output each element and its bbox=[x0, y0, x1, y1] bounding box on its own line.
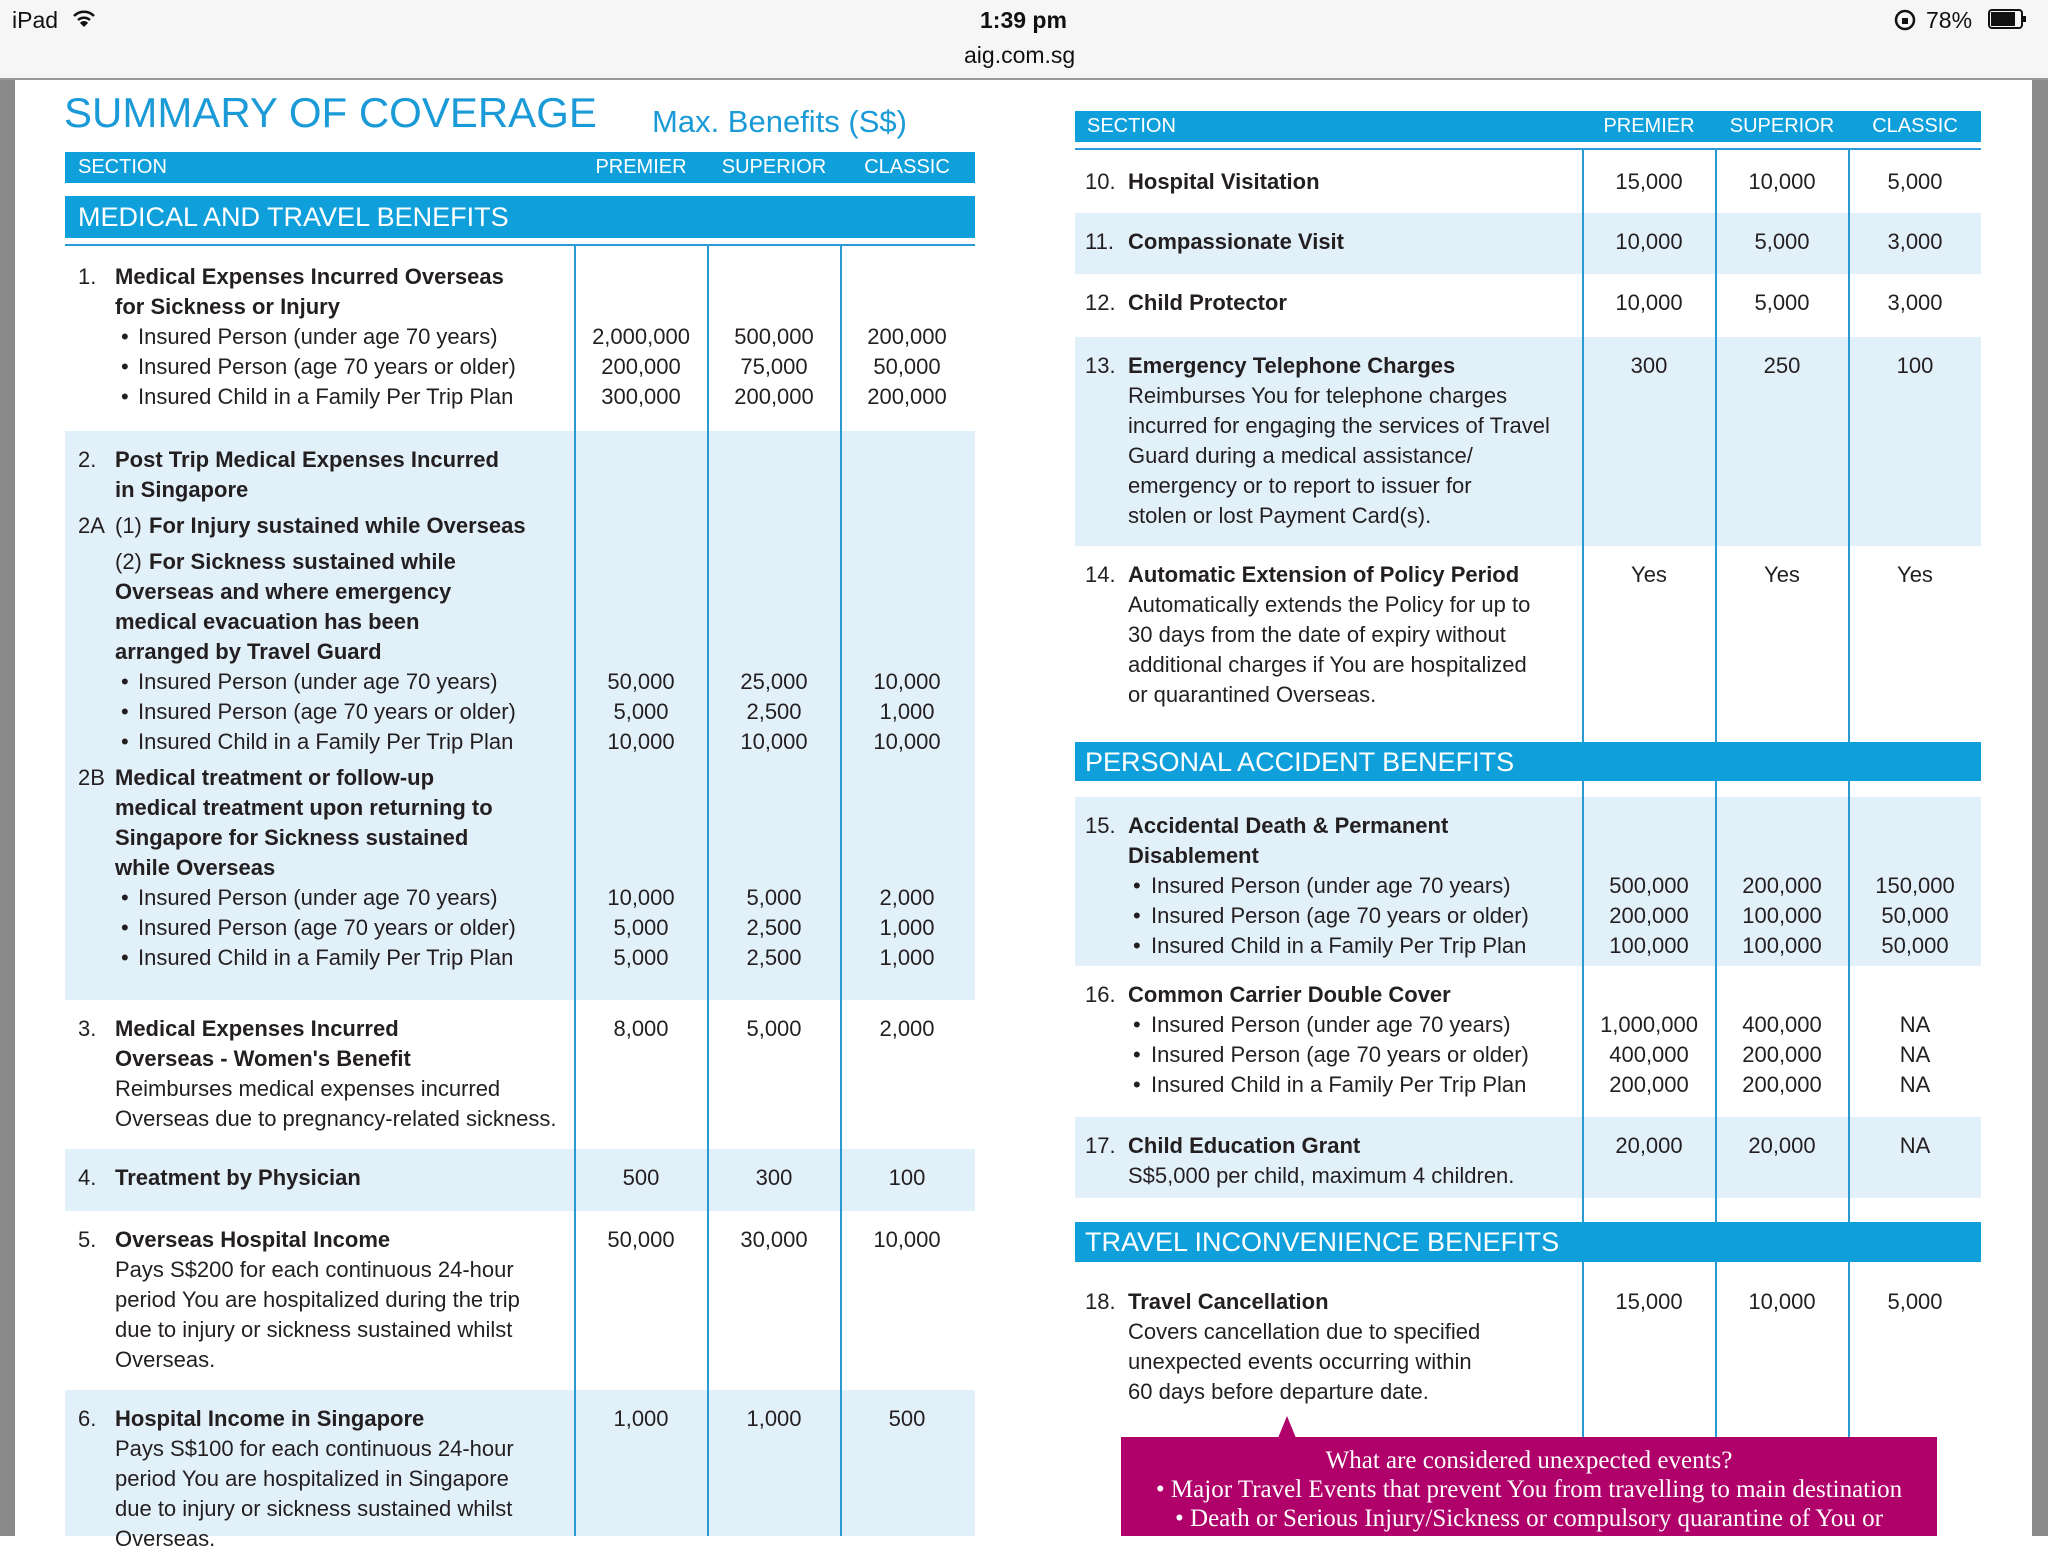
superior-value: 2,500 bbox=[746, 915, 802, 940]
superior-value: 2,500 bbox=[746, 699, 802, 724]
benefit-title-text: Singapore for Sickness sustained bbox=[115, 825, 469, 850]
classic-value: 50,000 bbox=[873, 354, 941, 379]
premier-value: 8,000 bbox=[613, 1016, 669, 1041]
benefit-title-text: Overseas - Women's Benefit bbox=[115, 1046, 411, 1071]
superior-value: 1,000 bbox=[746, 1406, 802, 1431]
classic-value: 1,000 bbox=[879, 915, 935, 940]
benefit-description: unexpected events occurring within bbox=[1128, 1349, 1472, 1374]
benefit-number: 6. bbox=[78, 1406, 97, 1431]
benefit-number: 1. bbox=[78, 264, 97, 289]
column-divider bbox=[1848, 1262, 1850, 1437]
bullet-icon: • bbox=[1133, 1012, 1141, 1037]
benefit-number: 17. bbox=[1085, 1133, 1116, 1158]
benefit-title-text: Hospital Visitation bbox=[1128, 169, 1320, 194]
superior-value: 5,000 bbox=[1754, 290, 1810, 315]
benefit-title-text: For Sickness sustained while bbox=[149, 549, 456, 574]
premier-value: 300 bbox=[1630, 353, 1668, 378]
benefit-number: 15. bbox=[1085, 813, 1116, 838]
classic-value: 1,000 bbox=[879, 945, 935, 970]
column-divider bbox=[1715, 781, 1717, 1222]
classic-value: 200,000 bbox=[867, 324, 947, 349]
superior-value: 250 bbox=[1763, 353, 1801, 378]
bullet-icon: • bbox=[121, 384, 129, 409]
benefit-description: 60 days before departure date. bbox=[1128, 1379, 1429, 1404]
premier-value: 1,000 bbox=[613, 1406, 669, 1431]
superior-value: 200,000 bbox=[1742, 1042, 1822, 1067]
bullet-text: Insured Person (under age 70 years) bbox=[138, 885, 498, 910]
benefit-description: incurred for engaging the services of Travel bbox=[1128, 413, 1550, 438]
wifi-icon bbox=[72, 9, 96, 29]
benefit-description: Covers cancellation due to specified bbox=[1128, 1319, 1481, 1344]
column-divider bbox=[1848, 781, 1850, 1222]
benefit-title-text: Medical Expenses Incurred Overseas bbox=[115, 264, 504, 289]
superior-value: 100,000 bbox=[1742, 933, 1822, 958]
benefit-title-text: Child Education Grant bbox=[1128, 1133, 1361, 1158]
bullet-text: Insured Person (under age 70 years) bbox=[138, 324, 498, 349]
classic-value: 150,000 bbox=[1875, 873, 1955, 898]
benefit-title-text: in Singapore bbox=[115, 477, 249, 502]
classic-value: 50,000 bbox=[1881, 933, 1949, 958]
left-table-header bbox=[65, 152, 975, 183]
bullet-text: Insured Person (under age 70 years) bbox=[1151, 1012, 1511, 1037]
premier-value: 500,000 bbox=[1609, 873, 1689, 898]
premier-value: 5,000 bbox=[613, 915, 669, 940]
classic-value: 2,000 bbox=[879, 1016, 935, 1041]
benefit-description: Overseas. bbox=[115, 1347, 216, 1372]
callout-pointer bbox=[1278, 1416, 1296, 1438]
benefit-title-text: Common Carrier Double Cover bbox=[1128, 982, 1451, 1007]
premier-value: 10,000 bbox=[607, 729, 675, 754]
classic-value: 5,000 bbox=[1887, 1289, 1943, 1314]
benefit-description: Automatically extends the Policy for up to bbox=[1128, 592, 1531, 617]
classic-value: NA bbox=[1899, 1042, 1931, 1067]
col-premier: PREMIER bbox=[595, 156, 687, 178]
benefit-title-text: For Injury sustained while Overseas bbox=[149, 513, 526, 538]
benefit-number: 11. bbox=[1085, 229, 1114, 254]
max-benefits-label: Max. Benefits (S$) bbox=[652, 104, 907, 139]
premier-value: 20,000 bbox=[1615, 1133, 1683, 1158]
benefit-description: Pays S$200 for each continuous 24-hour bbox=[115, 1257, 514, 1282]
benefit-description: Reimburses medical expenses incurred bbox=[115, 1076, 501, 1101]
benefit-title-text: Hospital Income in Singapore bbox=[115, 1406, 425, 1431]
premier-value: 200,000 bbox=[1609, 1072, 1689, 1097]
benefit-number: 18. bbox=[1085, 1289, 1116, 1314]
bullet-text: Insured Child in a Family Per Trip Plan bbox=[138, 729, 514, 754]
bullet-icon: • bbox=[1133, 1072, 1141, 1097]
rotation-lock-icon bbox=[1893, 8, 1917, 32]
benefit-description: additional charges if You are hospitalized bbox=[1128, 652, 1527, 677]
column-divider bbox=[1582, 1262, 1584, 1437]
col-section: SECTION bbox=[78, 156, 167, 178]
bullet-text: Insured Child in a Family Per Trip Plan bbox=[138, 384, 514, 409]
classic-value: 10,000 bbox=[873, 729, 941, 754]
column-divider bbox=[1715, 150, 1717, 742]
premier-value: 200,000 bbox=[601, 354, 681, 379]
bullet-icon: • bbox=[121, 885, 129, 910]
benefit-title-text: Medical treatment or follow-up bbox=[115, 765, 435, 790]
benefit-number: 5. bbox=[78, 1227, 97, 1252]
superior-value: 100,000 bbox=[1742, 903, 1822, 928]
benefit-title-text: medical treatment upon returning to bbox=[115, 795, 493, 820]
bullet-text: Insured Person (under age 70 years) bbox=[138, 669, 498, 694]
benefit-title-text: Emergency Telephone Charges bbox=[1128, 353, 1456, 378]
bullet-icon: • bbox=[121, 915, 129, 940]
bullet-text: Insured Child in a Family Per Trip Plan bbox=[1151, 1072, 1527, 1097]
callout-title: What are considered unexpected events? bbox=[1325, 1447, 1733, 1474]
premier-value: 400,000 bbox=[1609, 1042, 1689, 1067]
divider bbox=[1075, 148, 1981, 150]
section-title: TRAVEL INCONVENIENCE BENEFITS bbox=[1085, 1227, 1560, 1257]
premier-value: 300,000 bbox=[601, 384, 681, 409]
bullet-text: Insured Person (under age 70 years) bbox=[1151, 873, 1511, 898]
superior-value: 5,000 bbox=[746, 1016, 802, 1041]
bullet-text: Insured Person (age 70 years or older) bbox=[138, 915, 516, 940]
bullet-icon: • bbox=[121, 699, 129, 724]
sub-item-label: (1) bbox=[115, 513, 142, 538]
superior-value: 25,000 bbox=[740, 669, 808, 694]
benefit-description: Overseas due to pregnancy-related sickness. bbox=[115, 1106, 557, 1131]
classic-value: NA bbox=[1899, 1072, 1931, 1097]
benefit-title-text: Treatment by Physician bbox=[115, 1165, 361, 1190]
benefit-number: 3. bbox=[78, 1016, 97, 1041]
column-divider bbox=[1848, 150, 1850, 742]
page-frame-left bbox=[0, 80, 15, 1536]
classic-value: 100 bbox=[1896, 353, 1934, 378]
premier-value: 15,000 bbox=[1615, 1289, 1683, 1314]
bullet-text: Insured Person (age 70 years or older) bbox=[1151, 1042, 1529, 1067]
column-divider bbox=[574, 246, 576, 1536]
classic-value: 10,000 bbox=[873, 669, 941, 694]
classic-value: 2,000 bbox=[879, 885, 935, 910]
battery-percent: 78% bbox=[1926, 7, 1973, 33]
premier-value: 5,000 bbox=[613, 945, 669, 970]
bullet-text: Insured Child in a Family Per Trip Plan bbox=[1151, 933, 1527, 958]
benefit-number: 2. bbox=[78, 447, 97, 472]
benefit-title-text: Overseas and where emergency bbox=[115, 579, 452, 604]
premier-value: 50,000 bbox=[607, 669, 675, 694]
superior-value: 300 bbox=[755, 1165, 793, 1190]
benefit-number: 2A bbox=[78, 513, 105, 538]
benefit-description: Overseas. bbox=[115, 1526, 216, 1551]
col-classic: CLASSIC bbox=[864, 156, 950, 178]
classic-value: 200,000 bbox=[867, 384, 947, 409]
superior-value: 200,000 bbox=[734, 384, 814, 409]
benefit-number: 4. bbox=[78, 1165, 97, 1190]
benefit-description: period You are hospitalized in Singapore bbox=[115, 1466, 509, 1491]
benefit-title-text: medical evacuation has been bbox=[115, 609, 420, 634]
page-title: SUMMARY OF COVERAGE bbox=[64, 89, 597, 136]
superior-value: 10,000 bbox=[1748, 1289, 1816, 1314]
benefit-number: 2B bbox=[78, 765, 105, 790]
superior-value: 5,000 bbox=[1754, 229, 1810, 254]
bullet-icon: • bbox=[1133, 873, 1141, 898]
superior-value: 500,000 bbox=[734, 324, 814, 349]
col-premier: PREMIER bbox=[1603, 115, 1695, 137]
classic-value: 5,000 bbox=[1887, 169, 1943, 194]
benefit-description: or quarantined Overseas. bbox=[1128, 682, 1377, 707]
bullet-icon: • bbox=[1133, 933, 1141, 958]
benefit-title-text: Compassionate Visit bbox=[1128, 229, 1344, 254]
superior-value: 20,000 bbox=[1748, 1133, 1816, 1158]
premier-value: 200,000 bbox=[1609, 903, 1689, 928]
superior-value: 5,000 bbox=[746, 885, 802, 910]
bullet-text: Insured Child in a Family Per Trip Plan bbox=[138, 945, 514, 970]
benefit-title-text: Automatic Extension of Policy Period bbox=[1128, 562, 1520, 587]
section-title: MEDICAL AND TRAVEL BENEFITS bbox=[78, 202, 509, 232]
benefit-description: due to injury or sickness sustained whilst bbox=[115, 1496, 513, 1521]
benefit-number: 13. bbox=[1085, 353, 1116, 378]
benefit-title-text: arranged by Travel Guard bbox=[115, 639, 382, 664]
premier-value: 2,000,000 bbox=[592, 324, 690, 349]
classic-value: 3,000 bbox=[1887, 229, 1943, 254]
classic-value: 3,000 bbox=[1887, 290, 1943, 315]
bullet-text: Insured Person (age 70 years or older) bbox=[138, 699, 516, 724]
benefit-description: 30 days from the date of expiry without bbox=[1128, 622, 1506, 647]
superior-value: 30,000 bbox=[740, 1227, 808, 1252]
classic-value: 500 bbox=[888, 1406, 926, 1431]
superior-value: 400,000 bbox=[1742, 1012, 1822, 1037]
col-superior: SUPERIOR bbox=[1729, 115, 1835, 137]
benefit-description: S$5,000 per child, maximum 4 children. bbox=[1128, 1163, 1515, 1188]
bullet-icon: • bbox=[121, 729, 129, 754]
classic-value: NA bbox=[1899, 1012, 1931, 1037]
bullet-icon: • bbox=[1133, 1042, 1141, 1067]
premier-value: 5,000 bbox=[613, 699, 669, 724]
premier-value: 50,000 bbox=[607, 1227, 675, 1252]
superior-value: 200,000 bbox=[1742, 873, 1822, 898]
column-divider bbox=[707, 246, 709, 1536]
url-address[interactable]: aig.com.sg bbox=[964, 42, 1076, 68]
benefit-title-text: Child Protector bbox=[1128, 290, 1287, 315]
col-classic: CLASSIC bbox=[1872, 115, 1958, 137]
column-divider bbox=[1582, 150, 1584, 742]
divider bbox=[65, 244, 975, 246]
premier-value: Yes bbox=[1631, 562, 1667, 587]
col-section: SECTION bbox=[1087, 115, 1176, 137]
superior-value: 200,000 bbox=[1742, 1072, 1822, 1097]
benefit-title-text: while Overseas bbox=[115, 855, 276, 880]
premier-value: 10,000 bbox=[1615, 229, 1683, 254]
bullet-icon: • bbox=[1133, 903, 1141, 928]
benefit-title-text: Disablement bbox=[1128, 843, 1259, 868]
classic-value: NA bbox=[1899, 1133, 1931, 1158]
bullet-icon: • bbox=[121, 324, 129, 349]
benefit-title-text: Accidental Death & Permanent bbox=[1128, 813, 1449, 838]
bullet-text: Insured Person (age 70 years or older) bbox=[138, 354, 516, 379]
classic-value: Yes bbox=[1897, 562, 1933, 587]
premier-value: 10,000 bbox=[1615, 290, 1683, 315]
page-frame-right bbox=[2032, 80, 2048, 1536]
benefit-description: Guard during a medical assistance/ bbox=[1128, 443, 1473, 468]
classic-value: 1,000 bbox=[879, 699, 935, 724]
classic-value: 100 bbox=[888, 1165, 926, 1190]
column-divider bbox=[1582, 781, 1584, 1222]
premier-value: 500 bbox=[622, 1165, 660, 1190]
premier-value: 10,000 bbox=[607, 885, 675, 910]
column-divider bbox=[840, 246, 842, 1536]
superior-value: 75,000 bbox=[740, 354, 808, 379]
premier-value: 15,000 bbox=[1615, 169, 1683, 194]
bullet-icon: • bbox=[121, 354, 129, 379]
superior-value: 2,500 bbox=[746, 945, 802, 970]
benefit-title-text: Medical Expenses Incurred bbox=[115, 1016, 399, 1041]
battery-icon bbox=[1988, 9, 2028, 29]
classic-value: 50,000 bbox=[1881, 903, 1949, 928]
bullet-icon: • bbox=[121, 945, 129, 970]
benefit-description: stolen or lost Payment Card(s). bbox=[1128, 503, 1432, 528]
column-divider bbox=[1715, 1262, 1717, 1437]
superior-value: 10,000 bbox=[1748, 169, 1816, 194]
benefit-number: 12. bbox=[1085, 290, 1116, 315]
clock: 1:39 pm bbox=[980, 7, 1067, 33]
classic-value: 10,000 bbox=[873, 1227, 941, 1252]
section-title: PERSONAL ACCIDENT BENEFITS bbox=[1085, 747, 1515, 777]
benefit-description: due to injury or sickness sustained whilst bbox=[115, 1317, 513, 1342]
callout-item: • Major Travel Events that prevent You from travelling to main destination bbox=[1155, 1476, 1903, 1503]
superior-value: Yes bbox=[1764, 562, 1800, 587]
device-label: iPad bbox=[12, 7, 59, 33]
superior-value: 10,000 bbox=[740, 729, 808, 754]
premier-value: 1,000,000 bbox=[1600, 1012, 1698, 1037]
benefit-title-text: Post Trip Medical Expenses Incurred bbox=[115, 447, 499, 472]
benefit-description: Reimburses You for telephone charges bbox=[1128, 383, 1508, 408]
benefit-number: 16. bbox=[1085, 982, 1116, 1007]
premier-value: 100,000 bbox=[1609, 933, 1689, 958]
benefit-number: 14. bbox=[1085, 562, 1116, 587]
benefit-number: 10. bbox=[1085, 169, 1116, 194]
col-superior: SUPERIOR bbox=[721, 156, 827, 178]
benefit-title-text: for Sickness or Injury bbox=[115, 294, 340, 319]
bullet-icon: • bbox=[121, 669, 129, 694]
status-bar bbox=[0, 0, 2048, 80]
callout-item: • Death or Serious Injury/Sickness or compulsory quarantine of You or bbox=[1175, 1505, 1883, 1532]
benefit-description: period You are hospitalized during the trip bbox=[115, 1287, 520, 1312]
benefit-title-text: Overseas Hospital Income bbox=[115, 1227, 391, 1252]
sub-item-label: (2) bbox=[115, 549, 142, 574]
benefit-description: Pays S$100 for each continuous 24-hour bbox=[115, 1436, 514, 1461]
bullet-text: Insured Person (age 70 years or older) bbox=[1151, 903, 1529, 928]
benefit-title-text: Travel Cancellation bbox=[1128, 1289, 1329, 1314]
benefit-description: emergency or to report to issuer for bbox=[1128, 473, 1472, 498]
